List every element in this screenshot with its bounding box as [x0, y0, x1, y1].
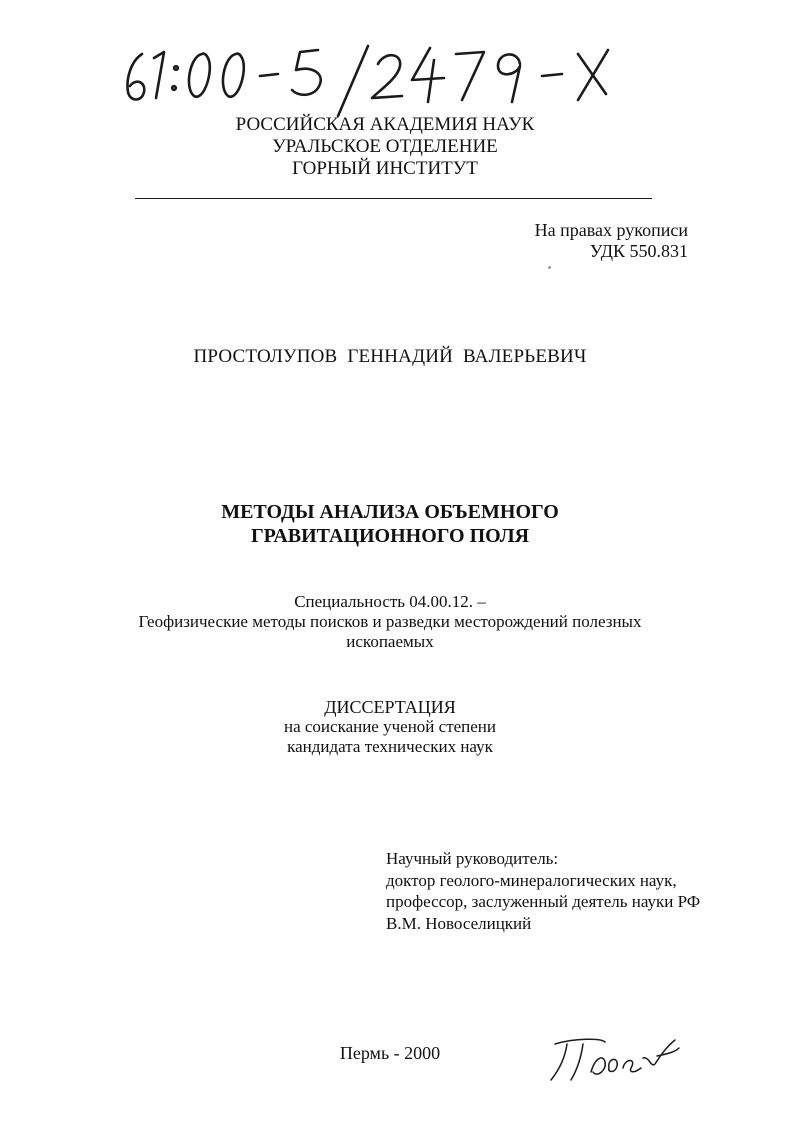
- specialty-description-cont: ископаемых: [346, 632, 434, 651]
- dissertation-heading: ДИССЕРТАЦИЯ: [324, 697, 456, 717]
- dissertation-title: [150, 500, 630, 548]
- institution-branch: УРАЛЬСКОЕ ОТДЕЛЕНИЕ: [272, 136, 498, 157]
- city-year: Пермь - 2000: [339, 1043, 441, 1063]
- dissertation-block: [200, 697, 580, 757]
- supervisor-block: [386, 848, 786, 934]
- udk-code: УДК 550.831: [589, 241, 688, 261]
- title-line-1: МЕТОДЫ АНАЛИЗА ОБЪЕМНОГО: [221, 501, 559, 523]
- handwritten-archive-code: [110, 40, 710, 120]
- signature-drawing: [545, 1028, 685, 1088]
- institution-block: [180, 114, 590, 180]
- institution-institute: ГОРНЫЙ ИНСТИТУТ: [292, 158, 478, 179]
- specialty-code: Специальность 04.00.12. –: [294, 592, 486, 611]
- author-name: ПРОСТОЛУПОВ ГЕННАДИЙ ВАЛЕРЬЕВИЧ: [193, 346, 587, 367]
- horizontal-divider: [135, 198, 652, 199]
- manuscript-rights-label: На правах рукописи: [534, 220, 688, 240]
- title-line-2: ГРАВИТАЦИОННОГО ПОЛЯ: [250, 525, 530, 547]
- manuscript-rights-block: [480, 220, 688, 262]
- supervisor-degree: доктор геолого-минералогических наук,: [386, 870, 677, 890]
- handwritten-code-drawing: [110, 40, 710, 120]
- degree-line-1: на соискание ученой степени: [283, 717, 497, 736]
- specialty-block: [80, 592, 700, 652]
- degree-line-2: кандидата технических наук: [287, 737, 493, 756]
- institution-academy: РОССИЙСКАЯ АКАДЕМИЯ НАУК: [235, 114, 535, 135]
- supervisor-title: профессор, заслуженный деятель науки РФ: [386, 892, 701, 911]
- specialty-description: Геофизические методы поисков и разведки месторождений полезных: [138, 612, 642, 631]
- scan-speck: [548, 266, 551, 269]
- supervisor-label: Научный руководитель:: [386, 849, 559, 868]
- supervisor-name: В.М. Новоселицкий: [386, 913, 532, 933]
- handwritten-signature: [545, 1028, 685, 1088]
